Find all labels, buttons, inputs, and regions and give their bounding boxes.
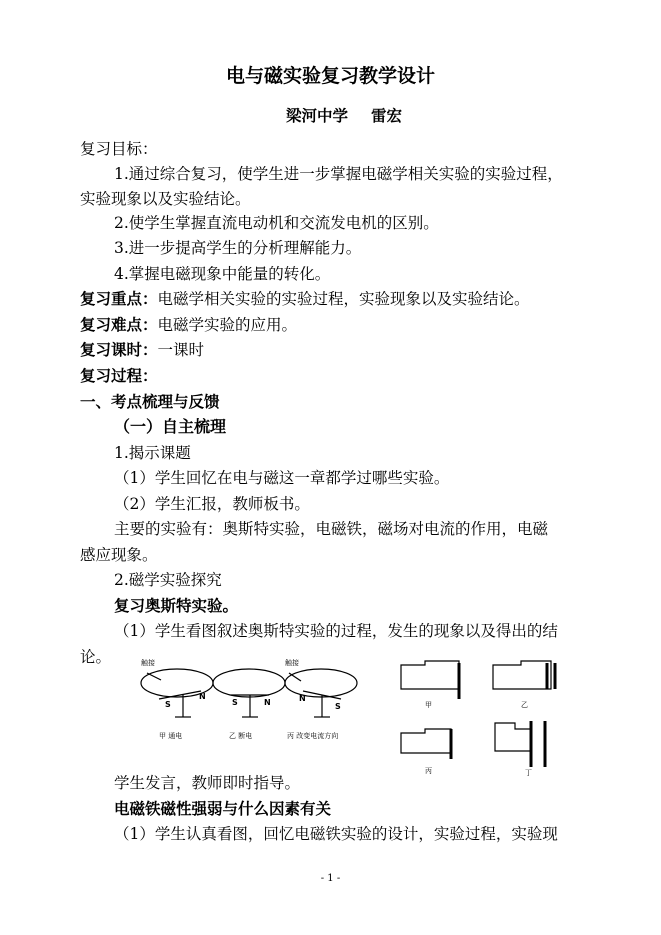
- circuit-a: [401, 661, 459, 689]
- caption-off: 乙 断电: [229, 732, 253, 740]
- pole-s-2: S: [232, 698, 238, 707]
- step-1-b: （2）学生汇报，教师板书。: [114, 495, 310, 513]
- section-1-heading: 一、考点梳理与反馈: [80, 392, 220, 411]
- class-hours: [80, 340, 204, 360]
- document-title: 电与磁实验复习教学设计: [225, 65, 435, 87]
- label-circuit-c: 丙: [425, 767, 432, 775]
- page-number: - 1 -: [320, 873, 341, 884]
- author-name: 雷宏: [371, 106, 403, 125]
- pole-n-3: N: [299, 694, 306, 703]
- wire-loop-2: [213, 669, 285, 697]
- author-school: 梁河中学: [286, 106, 349, 125]
- objective-2: 2.使学生掌握直流电动机和交流发电机的区别。: [114, 214, 439, 232]
- main-experiments-line-2: 感应现象。: [80, 546, 158, 564]
- section-1-sub-heading: （一）自主梳理: [114, 417, 227, 436]
- step-2: 2.磁学实验探究: [114, 571, 222, 589]
- objective-1-line-2: 实验现象以及实验结论。: [80, 190, 251, 208]
- difficulties-text: 电磁学实验的应用。: [157, 316, 298, 334]
- label-circuit-a: 甲: [425, 701, 432, 709]
- difficulties-label: 复习难点：: [80, 315, 158, 334]
- oersted-question-line-2: 论。: [80, 648, 112, 666]
- switch-lead-3: [289, 673, 301, 681]
- wire-loop-3: [285, 669, 357, 697]
- pole-n-2: N: [264, 698, 271, 707]
- objective-4: 4.掌握电磁现象中能量的转化。: [114, 265, 331, 283]
- caption-powered: 甲 通电: [159, 732, 183, 740]
- label-circuit-d: 丁: [525, 769, 532, 777]
- class-hours-label: 复习课时：: [80, 340, 158, 359]
- circuit-d: [495, 723, 531, 751]
- pole-n-1: N: [199, 692, 206, 701]
- pole-s-1: S: [165, 700, 171, 709]
- key-points: [80, 289, 530, 309]
- switch-label-1: 触接: [141, 659, 155, 667]
- label-circuit-b: 乙: [521, 701, 528, 709]
- caption-reverse: 丙 改变电流方向: [287, 732, 339, 740]
- main-experiments-line-1: 主要的实验有：奥斯特实验，电磁铁，磁场对电流的作用，电磁: [114, 520, 549, 538]
- electromagnet-figure-svg: [397, 659, 575, 777]
- oersted-figure-svg: [139, 655, 361, 749]
- electromagnet-question-line-1: （1）学生认真看图，回忆电磁铁实验的设计，实验过程，实验现: [114, 825, 558, 843]
- key-points-text: 电磁学相关实验的实验过程，实验现象以及实验结论。: [157, 290, 530, 308]
- oersted-experiment-figure: [139, 655, 361, 749]
- switch-lead-1: [147, 673, 161, 680]
- circuit-b: [493, 661, 551, 689]
- objective-1-line-1: 1.通过综合复习，使学生进一步掌握电磁学相关实验的实验过程，: [114, 165, 563, 183]
- circuit-c: [401, 729, 451, 753]
- feedback-line: 学生发言，教师即时指导。: [114, 774, 301, 792]
- objective-3: 3.进一步提高学生的分析理解能力。: [114, 239, 362, 257]
- switch-label-3: 触接: [285, 659, 299, 667]
- oersted-heading: 复习奥斯特实验。: [114, 596, 239, 615]
- oersted-question-line-1: （1）学生看图叙述奥斯特实验的过程，发生的现象以及得出的结: [114, 622, 558, 640]
- electromagnet-heading: 电磁铁磁性强弱与什么因素有关: [114, 799, 332, 818]
- pole-s-3: S: [335, 702, 341, 711]
- objectives-heading: 复习目标：: [80, 140, 158, 158]
- key-points-label: 复习重点：: [80, 289, 158, 308]
- step-1: 1.揭示课题: [114, 444, 191, 462]
- class-hours-text: 一课时: [157, 341, 205, 359]
- process-heading: 复习过程：: [80, 366, 158, 385]
- electromagnet-figure: [397, 659, 575, 777]
- step-1-a: （1）学生回忆在电与磁这一章都学过哪些实验。: [114, 469, 450, 487]
- difficulties: [80, 315, 297, 335]
